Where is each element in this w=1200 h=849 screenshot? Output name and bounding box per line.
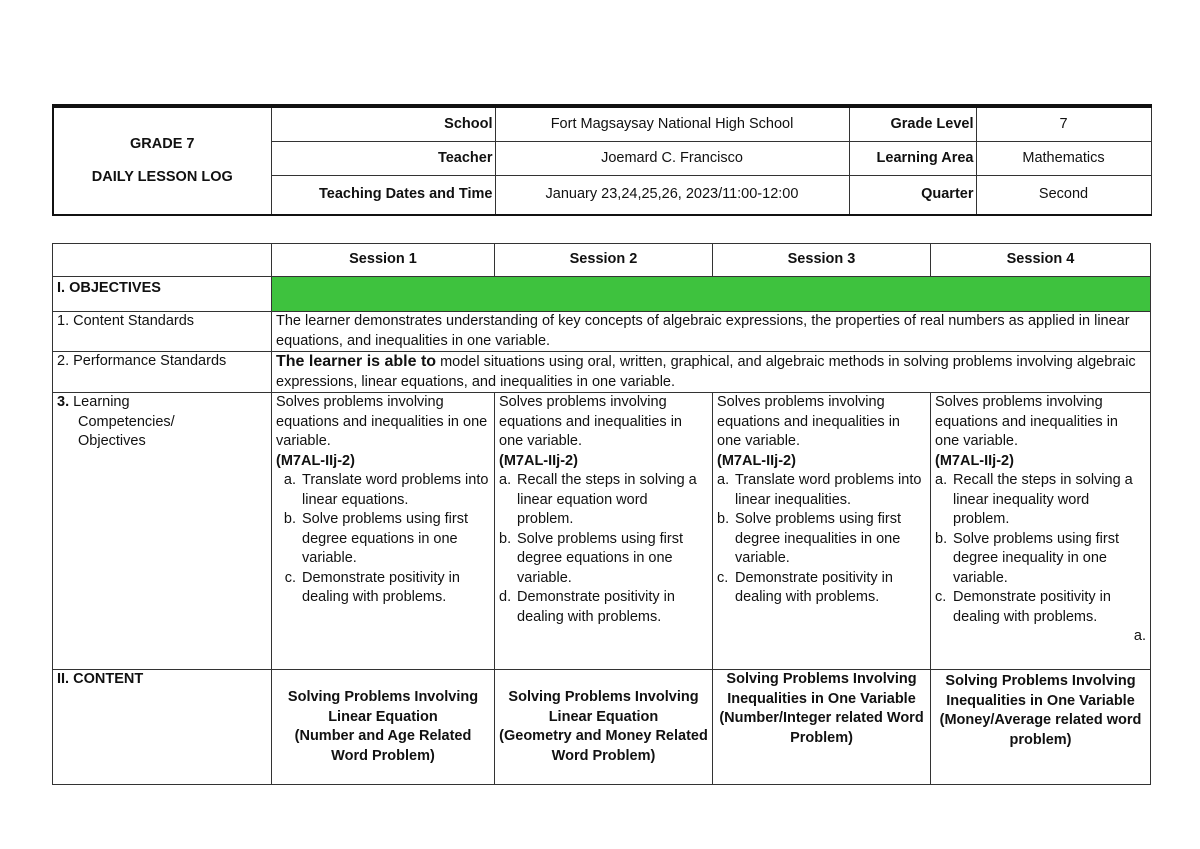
objective-marker: c.: [284, 569, 296, 586]
content-subtitle: (Number/Integer related Word Problem): [719, 710, 924, 746]
grade-title: GRADE 7: [130, 136, 195, 152]
content-title: Solving Problems Involving Inequalities in One Variable: [726, 671, 917, 707]
objective-text: Solve problems using first degree equations in one variable.: [517, 530, 684, 586]
objective-text: Translate word problems into linear inequalities.: [735, 472, 922, 508]
objective-text: Solve problems using first degree inequalities in one variable.: [735, 511, 902, 566]
school-value: Fort Magsaysay National High School: [495, 106, 849, 142]
performance-standards-text: model situations using oral, written, graphical, and algebraic methods in solving problems involving algebraic expressions, linear equations, and inequalities in one variable.: [276, 354, 1136, 390]
dates-label: Teaching Dates and Time: [271, 176, 495, 216]
content-session-2: [495, 670, 713, 785]
performance-standards-cell: [272, 352, 1151, 393]
performance-lead: The learner is able to: [276, 353, 437, 370]
content-subtitle: (Money/Average related word problem): [939, 712, 1142, 748]
session-header: Session 4: [931, 244, 1151, 277]
objective-marker: a.: [499, 472, 512, 488]
content-session-4: [931, 670, 1151, 785]
teacher-label: Teacher: [271, 142, 495, 176]
competency-intro: Solves problems involving equations and inequalities in one variable.: [935, 394, 1118, 449]
blank-header-cell: [53, 244, 272, 277]
lesson-header-table: [52, 104, 1152, 216]
learning-area-value: Mathematics: [976, 142, 1151, 176]
session-header: Session 2: [495, 244, 713, 277]
log-subtitle: DAILY LESSON LOG: [91, 169, 233, 185]
objective-item: [276, 510, 490, 569]
grade-level-value: 7: [976, 106, 1151, 142]
grade-level-label: Grade Level: [849, 106, 976, 142]
stray-marker: a.: [1133, 628, 1146, 644]
content-subtitle: (Geometry and Money Related Word Problem): [499, 728, 708, 764]
objective-item: [499, 471, 708, 530]
objectives-row: [53, 277, 1151, 312]
competency-intro: Solves problems involving equations and inequalities in one variable.: [276, 394, 488, 449]
content-label: II. CONTENT: [53, 670, 272, 785]
lesson-log-table: [52, 243, 1151, 785]
competencies-row: [53, 393, 1151, 670]
competency-session-3: [713, 393, 931, 670]
content-title: Solving Problems Involving Inequalities in One Variable: [945, 673, 1136, 709]
session-header: Session 3: [713, 244, 931, 277]
objective-text: Demonstrate positivity in dealing with problems.: [735, 569, 893, 605]
objective-text: Demonstrate positivity in dealing with problems.: [953, 589, 1111, 625]
objective-text: Translate word problems into linear equations.: [302, 472, 489, 508]
teacher-value: Joemard C. Francisco: [495, 142, 849, 176]
objectives-label: I. OBJECTIVES: [53, 277, 272, 312]
competency-intro: Solves problems involving equations and inequalities in one variable.: [499, 394, 682, 449]
objective-marker: b.: [499, 530, 512, 547]
competency-session-2: [495, 393, 713, 670]
school-label: School: [271, 106, 495, 142]
objective-item: [935, 588, 1146, 627]
competency-session-4: [931, 393, 1151, 670]
objective-text: Demonstrate positivity in dealing with problems.: [517, 589, 675, 625]
objective-marker: a.: [935, 472, 948, 488]
objective-marker: d.: [499, 589, 512, 605]
objective-item: [499, 588, 708, 627]
content-subtitle: (Number and Age Related Word Problem): [294, 728, 472, 764]
content-standards-row: [53, 312, 1151, 352]
objective-item: [717, 510, 926, 569]
competencies-label: [53, 393, 272, 670]
learning-area-label: Learning Area: [849, 142, 976, 176]
performance-standards-row: [53, 352, 1151, 393]
quarter-label: Quarter: [849, 176, 976, 216]
content-session-3: [713, 670, 931, 785]
log-title: [53, 106, 271, 215]
session-header: Session 1: [272, 244, 495, 277]
content-row: [53, 670, 1151, 785]
content-session-1: [272, 670, 495, 785]
objective-marker: b.: [717, 511, 730, 527]
objective-item: [717, 471, 926, 510]
objective-marker: c.: [935, 589, 947, 605]
competency-code: (M7AL-IIj-2): [276, 452, 355, 469]
competencies-num: 3.: [57, 394, 70, 410]
objective-item: [935, 471, 1146, 530]
objective-item: [276, 471, 490, 510]
objective-marker: a.: [283, 472, 296, 488]
content-title: Solving Problems Involving Linear Equation: [287, 689, 479, 725]
objective-item: [935, 530, 1146, 589]
dates-value: January 23,24,25,26, 2023/11:00-12:00: [495, 176, 849, 216]
objective-marker: a.: [717, 472, 730, 488]
objective-text: Recall the steps in solving a linear inequality word problem.: [953, 472, 1133, 527]
competency-code: (M7AL-IIj-2): [717, 452, 796, 469]
objective-text: Solve problems using first degree equations in one variable.: [302, 511, 469, 566]
competencies-label-2: Competencies/: [78, 413, 175, 430]
objective-text: Recall the steps in solving a linear equation word problem.: [517, 472, 697, 527]
objectives-bar: [272, 277, 1151, 312]
competency-session-1: [272, 393, 495, 670]
competency-intro: Solves problems involving equations and inequalities in one variable.: [717, 394, 900, 449]
objective-item: [276, 569, 490, 608]
quarter-value: Second: [976, 176, 1151, 216]
performance-standards-label: 2. Performance Standards: [53, 352, 272, 393]
objective-item: [717, 569, 926, 608]
objective-marker: c.: [717, 569, 729, 586]
competencies-label-3: Objectives: [78, 433, 146, 449]
competency-code: (M7AL-IIj-2): [935, 452, 1014, 469]
objective-text: Solve problems using first degree inequality in one variable.: [953, 530, 1120, 586]
objective-marker: b.: [935, 530, 948, 547]
objective-marker: b.: [283, 511, 296, 527]
session-header-row: [53, 244, 1151, 277]
competency-code: (M7AL-IIj-2): [499, 452, 578, 469]
content-title: Solving Problems Involving Linear Equation: [508, 689, 699, 725]
objective-text: Demonstrate positivity in dealing with problems.: [302, 569, 460, 605]
competencies-label-1: Learning: [69, 394, 130, 410]
objective-item: [499, 530, 708, 589]
content-standards-label: 1. Content Standards: [53, 312, 272, 352]
content-standards-text: The learner demonstrates understanding of key concepts of algebraic expressions, the properties of real numbers as applied in linear equations, and inequalities in one variable.: [272, 312, 1151, 352]
